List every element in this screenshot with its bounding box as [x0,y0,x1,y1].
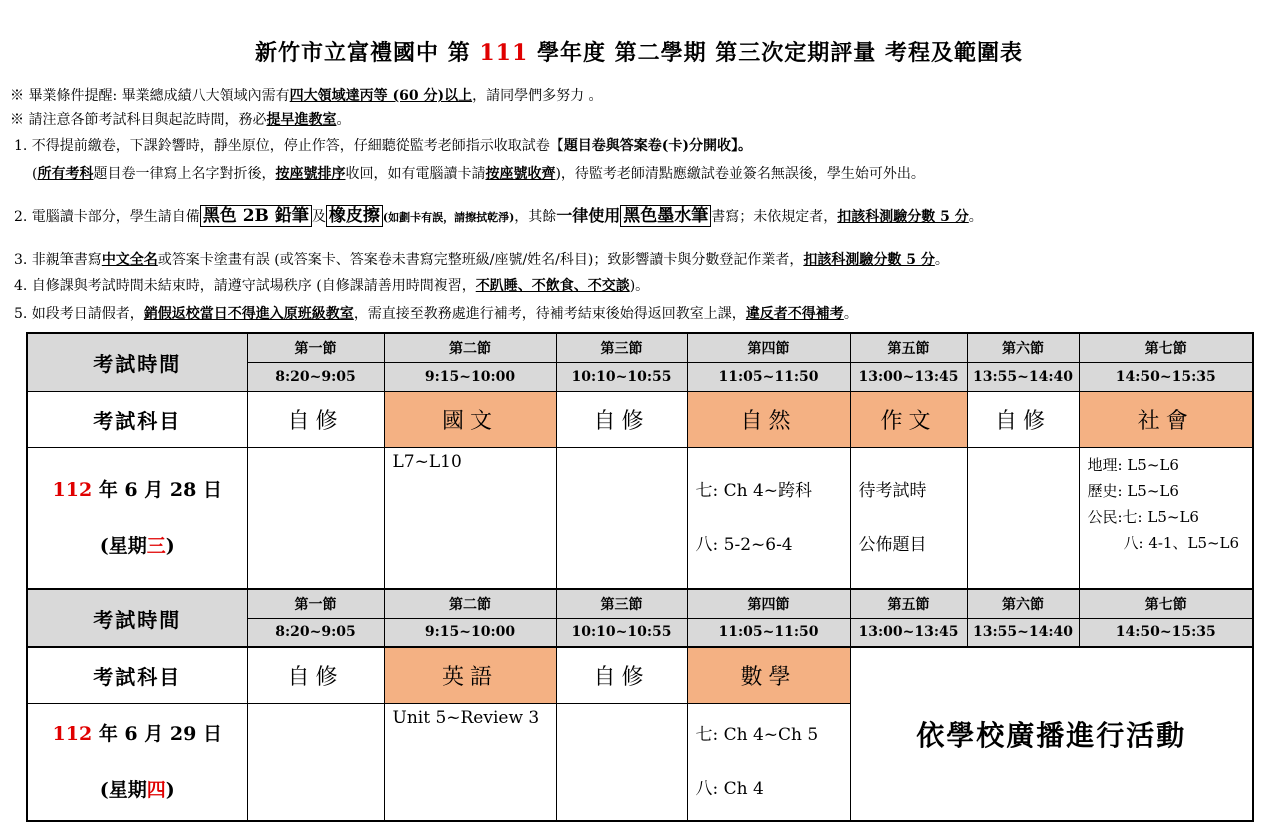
day2-subject-2: 英語 [384,647,556,703]
day1-scope-row [27,447,1253,589]
day1-time-7: 14:50~15:35 [1079,362,1253,391]
day1-time-2: 9:15~10:00 [384,362,556,391]
day2-scope-math: 七: Ch 4~Ch 5 八: Ch 4 [687,703,850,821]
rule-1-detail: (所有考科題目卷一律寫上名字對折後，按座號排序收回，如有電腦讀卡請按座號收齊)，待監考老師清點應繳試卷並簽名無誤後，學生始可外出。 [32,166,925,182]
rule-5: 5. 如段考日請假者，銷假返校當日不得進入原班級教室，需直接至教務處進行補考，待補考結束後始得返回教室上課，違反者不得補考。 [14,306,858,322]
day2-period-3: 第三節 [556,589,687,618]
day1-period-row [27,333,1253,362]
day2-time-label: 考試時間 [27,589,247,647]
day2-period-4: 第四節 [687,589,850,618]
day2-subject-label: 考試科目 [27,647,247,703]
day2-scope-3 [556,703,687,821]
day2-period-1: 第一節 [247,589,384,618]
day1-subject-3: 自修 [556,391,687,447]
exam-schedule-table [26,332,1254,822]
day2-subject-1: 自修 [247,647,384,703]
day1-scope-3 [556,447,687,589]
note-punctuality: ※ 請注意各節考試科目與起訖時間，務必提早進教室。 [10,112,351,128]
day2-time-5: 13:00~13:45 [850,618,967,647]
rule-4: 4. 自修課與考試時間未結束時，請遵守試場秩序 (自修課請善用時間複習，不趴睡、不飲食、不交談)。 [14,278,650,294]
day2-subject-3: 自修 [556,647,687,703]
afternoon-activity: 依學校廣播進行活動 [850,647,1253,821]
day2-time-1: 8:20~9:05 [247,618,384,647]
day1-time-label: 考試時間 [27,333,247,391]
day1-period-7: 第七節 [1079,333,1253,362]
note-graduation: ※ 畢業條件提醒: 畢業總成績八大領域內需有四大領域達丙等 (60 分)以上，請同學們多努力 。 [10,88,603,104]
page-title: 新竹市立富禮國中 第 111 學年度 第二學期 第三次定期評量 考程及範圍表 [255,40,1023,66]
school-year: 111 [479,40,529,66]
day2-scope-1 [247,703,384,821]
day1-scope-chinese: L7~L10 [384,447,556,589]
day2-subject-row [27,647,1253,703]
rule-2: 2. 電腦讀卡部分，學生請自備 黑色 2B 鉛筆 及 橡皮擦 (如劃卡有誤，請擦拭乾淨)，其餘一律使用 黑色墨水筆 書寫；未依規定者，扣該科測驗分數 5 分。 [14,206,983,226]
day2-time-6: 13:55~14:40 [967,618,1079,647]
day2-time-3: 10:10~10:55 [556,618,687,647]
day2-period-5: 第五節 [850,589,967,618]
day1-subject-row [27,391,1253,447]
day2-time-7: 14:50~15:35 [1079,618,1253,647]
day2-time-4: 11:05~11:50 [687,618,850,647]
day1-time-6: 13:55~14:40 [967,362,1079,391]
day1-subject-1: 自修 [247,391,384,447]
day1-subject-5: 作文 [850,391,967,447]
day1-time-5: 13:00~13:45 [850,362,967,391]
day2-period-row [27,589,1253,618]
rule-1: 1. 不得提前繳卷，下課鈴響時，靜坐原位，停止作答，仔細聽從監考老師指示收取試卷【題目卷與答案卷(卡)分開收】。 [14,138,753,154]
day2-period-6: 第六節 [967,589,1079,618]
day1-time-3: 10:10~10:55 [556,362,687,391]
day2-scope-english: Unit 5~Review 3 [384,703,556,821]
day2-date: 112 年 6 月 29 日 (星期四) [27,703,247,821]
day1-date: 112 年 6 月 28 日 (星期三) [27,447,247,589]
day1-scope-6 [967,447,1079,589]
day2-time-2: 9:15~10:00 [384,618,556,647]
day1-subject-6: 自修 [967,391,1079,447]
day1-scope-writing: 待考試時 公佈題目 [850,447,967,589]
day1-period-5: 第五節 [850,333,967,362]
day2-subject-4: 數學 [687,647,850,703]
day1-subject-label: 考試科目 [27,391,247,447]
day1-period-2: 第二節 [384,333,556,362]
day1-scope-social: 地理: L5~L6 歷史: L5~L6 公民:七: L5~L6 八: 4-1、L5~L6 [1079,447,1253,589]
day1-period-3: 第三節 [556,333,687,362]
day1-period-4: 第四節 [687,333,850,362]
day1-time-1: 8:20~9:05 [247,362,384,391]
day1-time-4: 11:05~11:50 [687,362,850,391]
day1-subject-4: 自然 [687,391,850,447]
day1-scope-science: 七: Ch 4~跨科 八: 5-2~6-4 [687,447,850,589]
day1-subject-7: 社會 [1079,391,1253,447]
day1-subject-2: 國文 [384,391,556,447]
day2-period-2: 第二節 [384,589,556,618]
day2-period-7: 第七節 [1079,589,1253,618]
rule-3: 3. 非親筆書寫中文全名或答案卡塗畫有誤 (或答案卡、答案卷未書寫完整班級/座號/姓名/科目)；致影響讀卡與分數登記作業者，扣該科測驗分數 5 分。 [14,252,949,268]
day1-period-1: 第一節 [247,333,384,362]
day1-scope-1 [247,447,384,589]
day1-period-6: 第六節 [967,333,1079,362]
